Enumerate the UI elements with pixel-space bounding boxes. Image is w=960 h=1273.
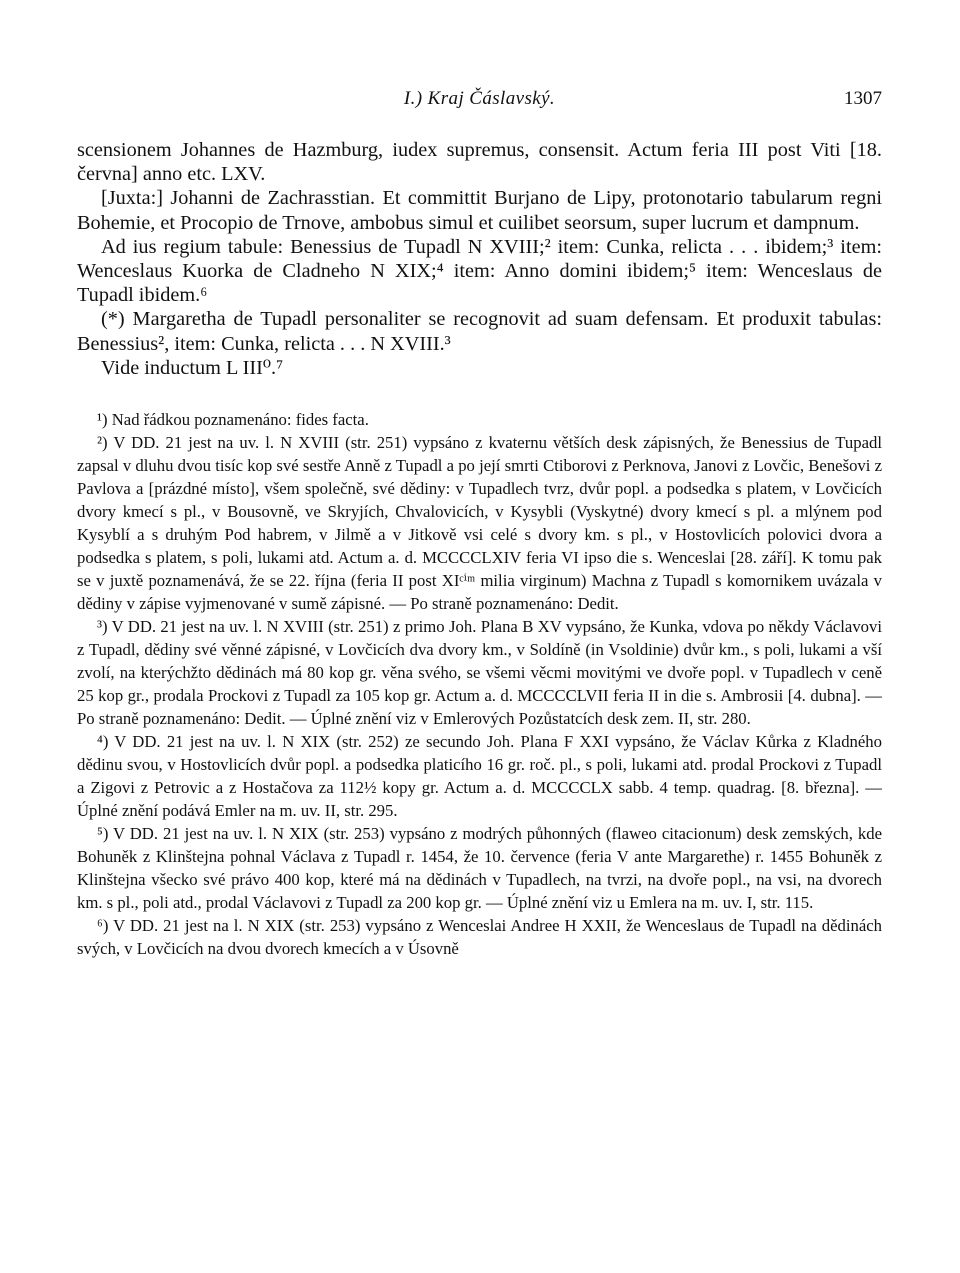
page-number: 1307 [844, 88, 882, 109]
main-paragraph: scensionem Johannes de Hazmburg, iudex supremus, consensit. Actum feria III post Viti [18. června] anno etc. LXV. [77, 139, 882, 186]
footnote: ⁴) V DD. 21 jest na uv. l. N XIX (str. 252) ze secundo Joh. Plana F XXI vypsáno, že Václav Kůrka z Kladného dědinu svou, v Hostovlicích dvůr popl. a podsedka platicího 16 gr. roč. pl., s poli, lukami atd. prodal Prockovi z Tupadl a Zigovi z Petrovic a z Hostačova za 112½ kopy gr. Actum a. d. MCCCCLX sabb. 4 temp. quadrag. [8. března]. — Úplné znění podává Emler na m. uv. II, str. 295. [77, 732, 882, 820]
running-title: I.) Kraj Čáslavský. [403, 88, 556, 109]
main-paragraph: Ad ius regium tabule: Benessius de Tupadl N XVIII;² item: Cunka, relicta . . . ibidem;³ item: Wenceslaus Kuorka de Cladneho N XIX;⁴ item: Anno domini ibidem;⁵ item: Wenceslaus de Tupadl ibidem.⁶ [77, 235, 882, 307]
footnotes [77, 408, 882, 960]
page-header [77, 88, 882, 112]
main-paragraph: [Juxta:] Johanni de Zachrasstian. Et committit Burjano de Lipy, protonotario tabularum regni Bohemie, et Procopio de Trnove, ambobus simul et cuilibet seorsum, super lucrum et dampnum. [77, 187, 882, 234]
main-paragraph: (*) Margaretha de Tupadl personaliter se recognovit ad suam defensam. Et produxit tabulas: Benessius², item: Cunka, relicta . . . N XVIII.³ [77, 308, 882, 355]
footnote: ¹) Nad řádkou poznamenáno: fides facta. [97, 410, 369, 429]
footnote: ⁵) V DD. 21 jest na uv. l. N XIX (str. 253) vypsáno z modrých půhonných (flaweo citacionum) desk zemských, kde Bohuněk z Klinštejna pohnal Václava z Tupadl r. 1454, že 10. července (feria V ante Margarethe) r. 1455 Bohuněk z Klinštejna všecko své právo 400 kop, které má na dědinách v Tupadlech, na tvrzi, na dvoře popl., na vsi, na dvorech km. s pl., poli atd., prodal Václavovi z Tupadl za 200 kop gr. — Úplné znění viz u Emlera na m. uv. I, str. 115. [77, 824, 882, 912]
footnote: ²) V DD. 21 jest na uv. l. N XVIII (str. 251) vypsáno z kvaternu větších desk zápisných, že Benessius de Tupadl zapsal v dluhu dvou tisíc kop své sestře Anně z Tupadl a po její smrti Ctiborovi z Perknova, Janovi z Lovčic, Benešovi z Pavlova a [prázdné místo], všem společně, své dědiny: v Tupadlech tvrz, dvůr popl. a podsedka s platem, v Lovčicích dvory kmecí s pl., v Bousovně, ve Skryjích, Chvalovicích, v Kysybli (Vyskytné) dvory kmecí s pl. a mlýnem pod Kysyblí a s druhým Pod habrem, v Jilmě a v Jitkově vsi celé s dvory km. s pl., v Hostovlicích polovici dvora a podsedka s platem, s poli, lukami atd. Actum a. d. MCCCCLXIV feria VI ipso die s. Wenceslai [28. září]. K tomu pak se v juxtě poznamenává, že se 22. října (feria II post XIᶜⁱᵐ milia virginum) Machna z Tupadl s komornikem uvázala v dědiny v zápise vyjmenované v sumě zápisné. — Po straně poznamenáno: Dedit. [77, 433, 882, 613]
footnote: ³) V DD. 21 jest na uv. l. N XVIII (str. 251) z primo Joh. Plana B XV vypsáno, že Kunka, vdova po někdy Václavovi z Tupadl, dědiny své věnné zápisné, v Lovčicích dva dvory km., v Soldíně (in Vsoldinie) dvůr km., s poli, lukami a vší zvolí, na kterýchžto dědinách má 80 kop gr. věna svého, se všemi věcmi movitými ve dvoře popl. v Tupadlech v ceně 25 kop gr., prodala Prockovi z Tupadl za 105 kop gr. Actum a. d. MCCCCLVII feria II in die s. Ambrosii [4. dubna]. — Po straně poznamenáno: Dedit. — Úplné znění viz v Emlerových Pozůstatcích desk zem. II, str. 280. [77, 617, 882, 728]
main-text [77, 138, 882, 380]
main-paragraph: Vide inductum L III⁰.⁷ [101, 356, 284, 379]
footnote: ⁶) V DD. 21 jest na l. N XIX (str. 253) vypsáno z Wenceslai Andree H XXII, že Wenceslaus de Tupadl na dědinách svých, v Lovčicích na dvou dvorech kmecích a v Úsovně [77, 916, 882, 958]
